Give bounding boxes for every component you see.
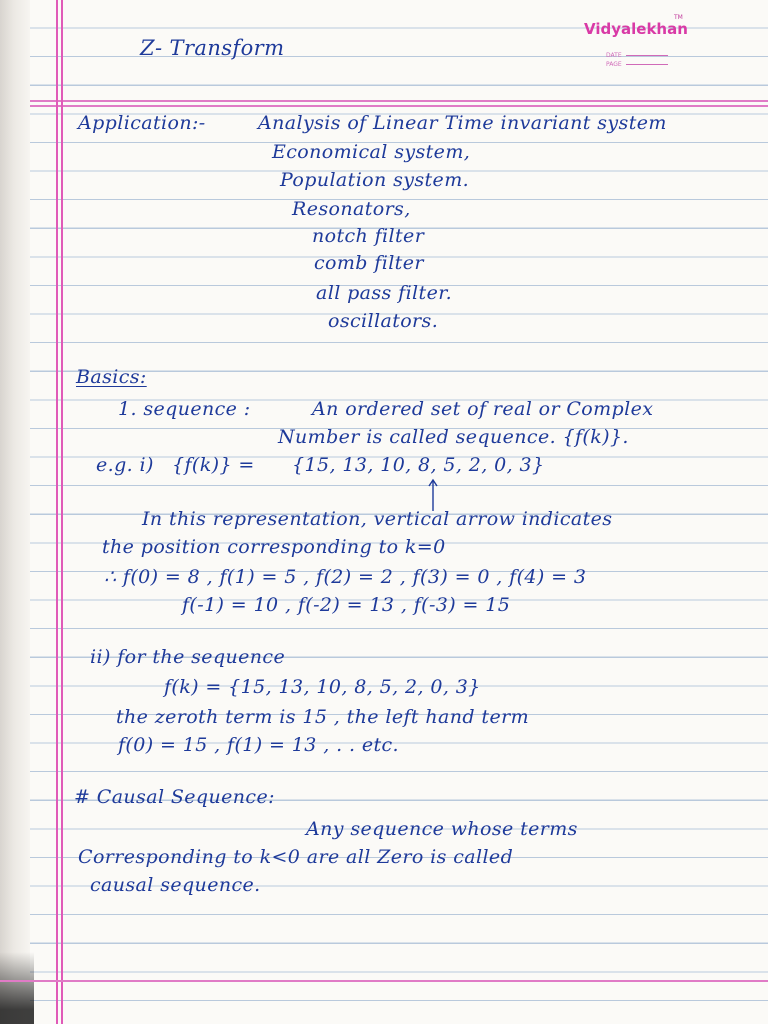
application-item: Population system.	[280, 169, 470, 191]
example-label: ii) for the sequence	[90, 646, 286, 668]
causal-definition-line: causal sequence.	[90, 874, 261, 896]
definition-line: An ordered set of real or Complex	[312, 398, 654, 420]
sequence-values: f(k) = {15, 13, 10, 8, 5, 2, 0, 3}	[164, 676, 481, 698]
result-line: f(0) = 15 , f(1) = 13 , . . etc.	[118, 734, 399, 756]
application-item: Resonators,	[292, 198, 411, 220]
causal-definition-line: Any sequence whose terms	[306, 818, 578, 840]
application-item: notch filter	[312, 225, 425, 247]
application-label: Application:-	[78, 112, 206, 134]
bottom-margin-rule	[0, 980, 768, 982]
date-label: DATE	[606, 52, 622, 59]
page-field	[606, 61, 668, 68]
basics-heading: Basics:	[76, 366, 147, 388]
explanation-line: In this representation, vertical arrow indicates	[142, 508, 613, 530]
brand-logo: Vidyalekhan	[584, 20, 688, 38]
application-item: comb filter	[314, 252, 424, 274]
vertical-arrow-icon	[428, 478, 438, 512]
application-item: Analysis of Linear Time invariant system	[258, 112, 667, 134]
definition-line: Number is called sequence. {f(k)}.	[278, 426, 629, 448]
notebook-spine	[0, 0, 30, 1024]
explanation-line: the position corresponding to k=0	[102, 536, 446, 558]
causal-definition-line: Corresponding to k<0 are all Zero is called	[78, 846, 514, 868]
example-label: e.g. i)	[96, 454, 154, 476]
page-title: Z- Transform	[140, 36, 285, 60]
application-item: oscillators.	[328, 310, 439, 332]
causal-heading: # Causal Sequence:	[74, 786, 275, 808]
sequence-lhs: {f(k)} =	[172, 454, 255, 476]
sequence-values: {15, 13, 10, 8, 5, 2, 0, 3}	[292, 454, 545, 476]
application-item: all pass filter.	[316, 282, 453, 304]
brand-trademark: TM	[674, 14, 683, 21]
explanation-line: the zeroth term is 15 , the left hand term	[116, 706, 529, 728]
date-field	[606, 52, 668, 59]
sequence-label: 1. sequence :	[118, 398, 251, 420]
application-item: Economical system,	[272, 141, 471, 163]
spine-shadow	[0, 952, 34, 1024]
result-line: f(-1) = 10 , f(-2) = 13 , f(-3) = 15	[182, 594, 511, 616]
result-line: ∴ f(0) = 8 , f(1) = 5 , f(2) = 2 , f(3) = 0 , f(4) = 3	[104, 566, 587, 588]
page-label: PAGE	[606, 61, 622, 68]
